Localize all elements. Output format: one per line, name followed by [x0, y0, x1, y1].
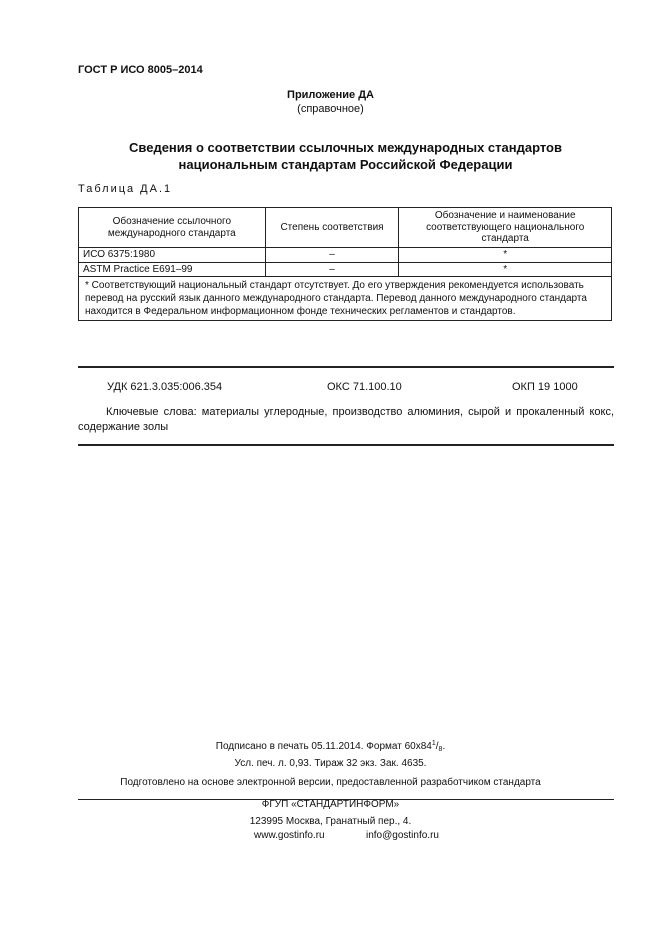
table-row — [79, 262, 612, 277]
table-cell: ИСО 6375:1980 — [79, 248, 266, 263]
signed-date-format: Подписано в печать 05.11.2014. Формат 60x84 — [215, 741, 432, 752]
correspondence-table — [78, 207, 612, 321]
table-cell: – — [265, 262, 399, 277]
okp-code: ОКП 19 1000 — [512, 381, 578, 393]
table-header-row — [79, 208, 612, 248]
keywords-text: Ключевые слова: материалы углеродные, производство алюминия, сырой и прокаленный кокс, содержание золы — [78, 406, 614, 433]
appendix-title: Приложение ДА — [287, 89, 374, 101]
table-label: Таблица ДА.1 — [78, 183, 173, 195]
format-denominator: 8 — [438, 746, 443, 753]
appendix-block — [0, 88, 661, 116]
table-row — [79, 248, 612, 263]
divider — [78, 444, 614, 446]
table-cell: ASTM Practice E691–99 — [79, 262, 266, 277]
publisher-website[interactable]: www.gostinfo.ru — [254, 830, 325, 841]
publisher-name: ФГУП «СТАНДАРТИНФОРМ» — [261, 799, 400, 810]
table-cell: * — [399, 248, 612, 263]
format-numerator: 1 — [431, 740, 436, 747]
heading-line-2: национальным стандартам Российской Федерации — [178, 157, 513, 172]
publisher-email[interactable]: info@gostinfo.ru — [366, 830, 439, 841]
udk-code: УДК 621.3.035:006.354 — [107, 381, 223, 393]
table-note-row — [79, 277, 612, 321]
publisher-address: 123995 Москва, Гранатный пер., 4. — [249, 816, 412, 827]
table-cell: * — [399, 262, 612, 277]
keywords — [78, 405, 614, 434]
section-heading — [40, 139, 651, 173]
heading-line-1: Сведения о соответствии ссылочных международных стандартов — [129, 140, 562, 155]
signed-suffix: . — [442, 741, 446, 752]
table-footnote: * Соответствующий национальный стандарт отсутствует. До его утверждения рекомендуется использовать перевод на русский язык данного международного стандарта. Перевод данного международного стандарта находится в Федеральном информационном фонде технических регламентов и стандартов. — [79, 277, 612, 321]
imprint-signed: Подписано в печать 05.11.2014. Формат $60x84^1/_8$. — [215, 740, 446, 753]
print-info: Усл. печ. л. 0,93. Тираж 32 экз. Зак. 4635. — [234, 758, 427, 769]
column-header-degree: Степень соответствия — [265, 208, 399, 248]
prepared-note: Подготовлено на основе электронной версии, предоставленной разработчиком стандарта — [120, 777, 541, 788]
oks-code: ОКС 71.100.10 — [327, 381, 402, 393]
appendix-subtitle: (справочное) — [297, 103, 364, 115]
divider — [78, 366, 614, 368]
column-header-intl-standard: Обозначение ссылочного международного стандарта — [79, 208, 266, 248]
table-cell: – — [265, 248, 399, 263]
column-header-national-standard: Обозначение и наименование соответствующего национального стандарта — [399, 208, 612, 248]
document-code: ГОСТ Р ИСО 8005–2014 — [78, 64, 203, 76]
